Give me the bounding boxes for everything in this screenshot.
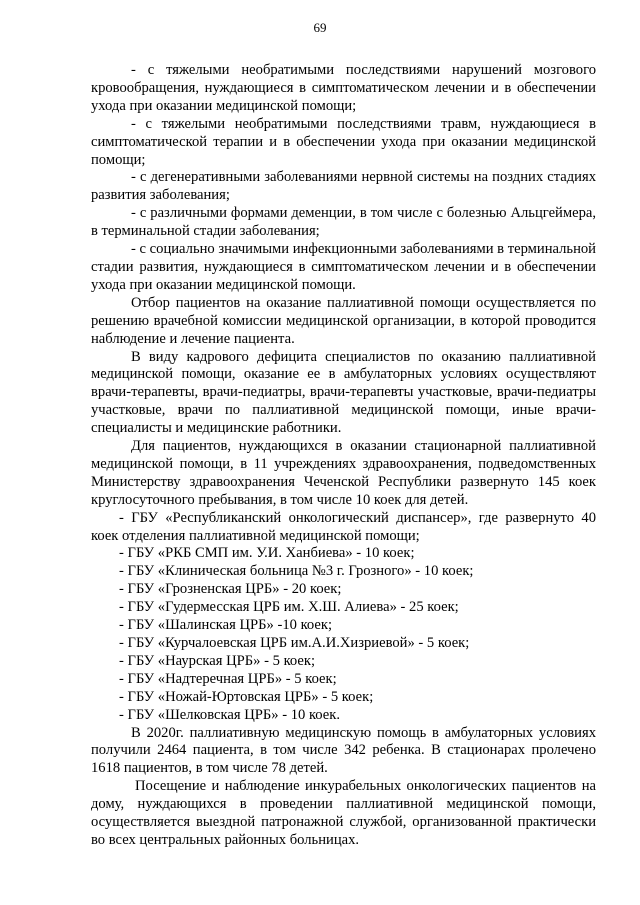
list-item: - с тяжелыми необратимыми последствиями нарушений мозгового кровообращения, нуждающиеся в симптоматическом лечении и в обеспечении ухода при оказании медицинской помощи;	[91, 62, 596, 114]
list-item: - с дегенеративными заболеваниями нервной системы на поздних стадиях развития заболевания;	[91, 169, 596, 204]
list-item: - с тяжелыми необратимыми последствиями травм, нуждающиеся в симптоматической терапии и в обеспечении ухода при оказании медицинской помощи;	[91, 115, 596, 168]
facility-item: - ГБУ «Наурская ЦРБ» - 5 коек;	[119, 652, 316, 669]
facility-item: - ГБУ «Курчалоевская ЦРБ им.А.И.Хизриевой» - 5 коек;	[119, 635, 470, 651]
paragraph-staff: В виду кадрового дефицита специалистов по оказанию паллиативной медицинской помощи, оказание ее в амбулаторных условиях осуществляют врачи-терапевты, врачи-педиатры, врачи-терапевты участковые, врачи-педиатры участковые, врачи по паллиативной медицинской помощи, иные врачи-специалисты и медицинские работники.	[91, 348, 596, 437]
facility-item: - ГБУ «Клиническая больница №3 г. Грозного» - 10 коек;	[119, 563, 474, 580]
paragraph-stats-2020: В 2020г. паллиативную медицинскую помощь в амбулаторных условиях получили 2464 пациента, в том числе 342 ребенка. В стационарах пролечено 1618 пациентов, в том числе 78 детей.	[91, 724, 596, 777]
facility-item: - ГБУ «Гудермесская ЦРБ им. Х.Ш. Алиева» - 25 коек;	[119, 599, 459, 616]
facility-item: - ГБУ «Республиканский онкологический диспансер», где развернуто 40 коек отделения паллиативной медицинской помощи;	[91, 509, 596, 544]
page-number: 69	[313, 20, 327, 35]
facility-item: - ГБУ «Шалинская ЦРБ» -10 коек;	[119, 617, 333, 634]
facility-item: - ГБУ «Грозненская ЦРБ» - 20 коек;	[119, 581, 342, 598]
paragraph-inpatient: Для пациентов, нуждающихся в оказании стационарной паллиативной медицинской помощи, в 11 учреждениях здравоохранения, подведомственных Министерству здравоохранения Чеченской Республики развернуто 145 коек круглосуточного пребывания, в том числе 10 коек для детей.	[91, 438, 596, 508]
facility-item: - ГБУ «РКБ СМП им. У.И. Ханбиева» - 10 коек;	[119, 545, 415, 562]
facility-item: - ГБУ «Шелковская ЦРБ» - 10 коек.	[119, 706, 340, 723]
paragraph-selection: Отбор пациентов на оказание паллиативной помощи осуществляется по решению врачебной комиссии медицинской организации, в которой проводится наблюдение и лечение пациента.	[91, 294, 596, 347]
paragraph-home-visits: Посещение и наблюдение инкурабельных онкологических пациентов на дому, нуждающихся в проведении паллиативной медицинской помощи, осуществляется выездной патронажной службой, организованной практически во всех центральных районных больницах.	[91, 778, 596, 848]
list-item: - с социально значимыми инфекционными заболеваниями в терминальной стадии развития, нуждающиеся в симптоматическом лечении и в обеспечении ухода при оказании медицинской помощи.	[91, 241, 596, 293]
facility-item: - ГБУ «Ножай-Юртовская ЦРБ» - 5 коек;	[119, 688, 374, 705]
facility-item: - ГБУ «Надтеречная ЦРБ» - 5 коек;	[119, 670, 337, 687]
document-body	[91, 62, 596, 850]
list-item: - с различными формами деменции, в том числе с болезнью Альцгеймера, в терминальной стадии заболевания;	[91, 205, 596, 240]
